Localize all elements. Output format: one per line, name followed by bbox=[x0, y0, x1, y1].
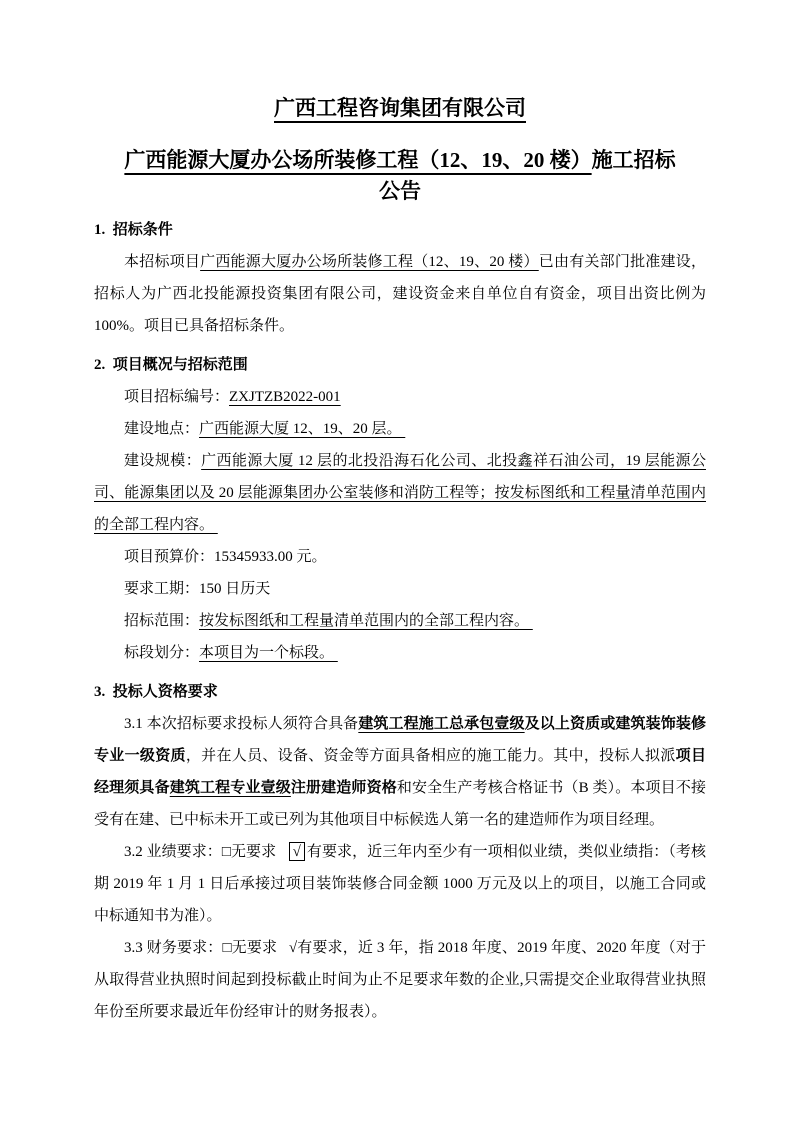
section-heading-project-overview: 2. 项目概况与招标范围 bbox=[94, 357, 248, 373]
para-qualification-requirements: 3.1 本次招标要求投标人须符合具备建筑工程施工总承包壹级及以上资质或建筑装饰装修专业一级资质，并在人员、设备、资金等方面具备相应的施工能力。其中，投标人拟派项目经理须具备建筑工程专业壹级注册建造师资格和安全生产考核合格证书（B 类）。本项目不接受有在建、已中标未开工或已列为其他项目中标候选人第一名的建造师作为项目经理。 bbox=[94, 716, 706, 828]
para-project-budget: 项目预算价：15345933.00 元。 bbox=[124, 549, 327, 565]
company-title: 广西工程咨询集团有限公司 bbox=[274, 96, 526, 120]
para-lot-division: 标段划分：本项目为一个标段。 bbox=[124, 645, 338, 661]
para-project-bid-number: 项目招标编号：ZXJTZB2022-001 bbox=[124, 389, 341, 405]
para-performance-requirements: 3.2 业绩要求：□无要求 √ 有要求，近三年内至少有一项相似业绩，类似业绩指：（考核期 2019 年 1 月 1 日后承接过项目装饰装修合同金额 1000 万元及以上的项目，以施工合同或中标通知书为准）。 bbox=[94, 844, 706, 924]
project-title-line2: 公告 bbox=[379, 179, 421, 203]
para-financial-requirements: 3.3 财务要求：□无要求 √有要求，近 3 年，指 2018 年度、2019 年度、2020 年度（对于从取得营业执照时间起到投标截止时间为止不足要求年数的企业,只需提交企业取得营业执照年份至所要求最近年份经审计的财务报表）。 bbox=[94, 940, 706, 1020]
project-title-line1: 广西能源大厦办公场所装修工程（12、19、20 楼）施工招标 bbox=[124, 148, 676, 172]
para-construction-location: 建设地点：广西能源大厦 12、19、20 层。 bbox=[124, 421, 406, 437]
section-heading-bidding-conditions: 1. 招标条件 bbox=[94, 222, 173, 238]
checked-checkbox: √ bbox=[289, 842, 305, 861]
section-heading-bidder-qualifications: 3. 投标人资格要求 bbox=[94, 684, 218, 700]
para-bidding-conditions: 本招标项目广西能源大厦办公场所装修工程（12、19、20 楼）已由有关部门批准建设，招标人为广西北投能源投资集团有限公司，建设资金来自单位自有资金，项目出资比例为 100%。项目已具备招标条件。 bbox=[94, 254, 706, 334]
para-required-duration: 要求工期：150 日历天 bbox=[124, 581, 271, 597]
project-title bbox=[94, 145, 706, 207]
para-construction-scale: 建设规模：广西能源大厦 12 层的北投沿海石化公司、北投鑫祥石油公司，19 层能源公司、能源集团以及 20 层能源集团办公室装修和消防工程等；按发标图纸和工程量清单范围内的全部工程内容。 bbox=[94, 453, 706, 533]
para-bidding-scope: 招标范围：按发标图纸和工程量清单范围内的全部工程内容。 bbox=[124, 613, 533, 629]
